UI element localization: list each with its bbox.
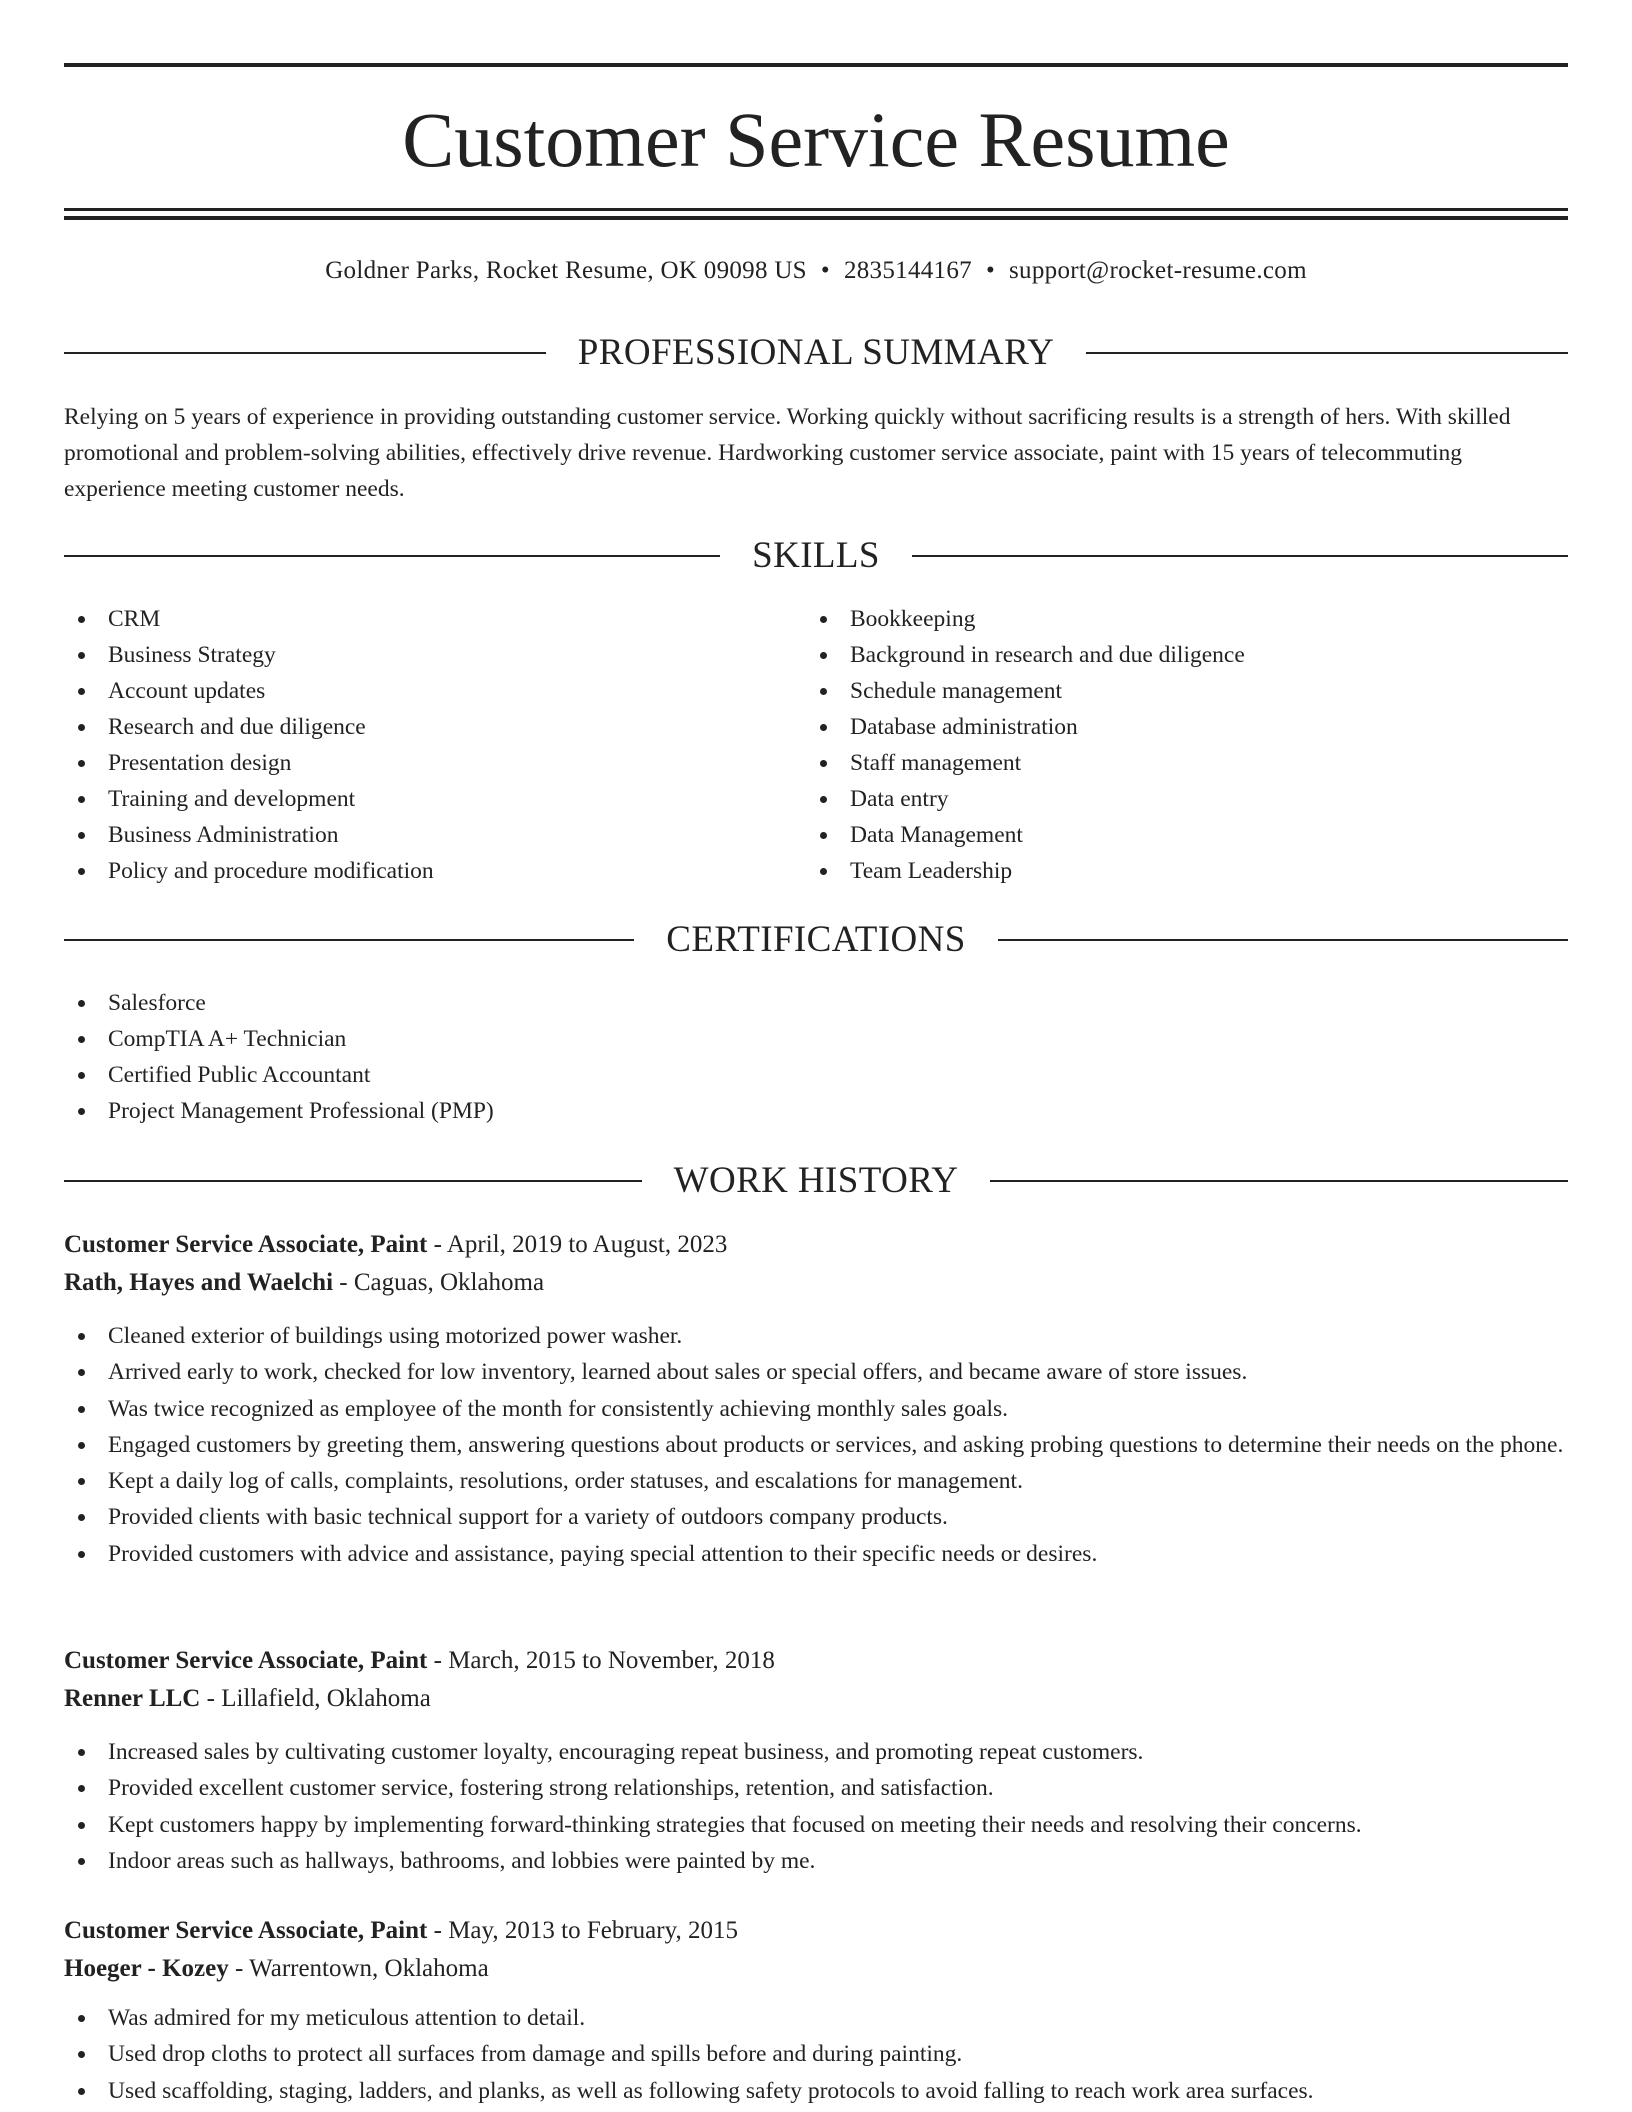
skill-item: Schedule management bbox=[806, 673, 1546, 709]
skills-heading: SKILLS bbox=[752, 535, 880, 576]
contact-separator: • bbox=[820, 257, 830, 284]
heading-rule bbox=[64, 939, 634, 941]
heading-rule bbox=[990, 1180, 1568, 1182]
contact-email: support@rocket-resume.com bbox=[1009, 257, 1307, 284]
skill-item: Background in research and due diligence bbox=[806, 637, 1546, 673]
job-bullet: Was twice recognized as employee of the month for consistently achieving monthly sales goals. bbox=[64, 1391, 1568, 1427]
job-company: Rath, Hayes and Waelchi bbox=[64, 1269, 334, 1296]
job-bullet: Used scaffolding, staging, ladders, and planks, as well as following safety protocols to avoid falling to reach work area surfaces. bbox=[64, 2073, 1568, 2109]
certifications-heading: CERTIFICATIONS bbox=[666, 919, 966, 960]
skill-item: Presentation design bbox=[64, 745, 804, 781]
job-bullet: Indoor areas such as hallways, bathrooms, and lobbies were painted by me. bbox=[64, 1843, 1568, 1879]
skill-item: Staff management bbox=[806, 745, 1546, 781]
skill-item: Database administration bbox=[806, 709, 1546, 745]
heading-rule bbox=[912, 555, 1568, 557]
job-location: Warrentown, Oklahoma bbox=[249, 1955, 489, 1982]
job-bullet: Increased sales by cultivating customer loyalty, encouraging repeat business, and promoting repeat customers. bbox=[64, 1734, 1568, 1770]
job-bullet: Used drop cloths to protect all surfaces from damage and spills before and during painting. bbox=[64, 2036, 1568, 2072]
job-company: Renner LLC bbox=[64, 1685, 201, 1712]
job-bullets bbox=[64, 1318, 1568, 1572]
job-title-line: Customer Service Associate, Paint - May, 2013 to February, 2015 bbox=[64, 1917, 738, 1944]
resume-title: Customer Service Resume bbox=[402, 96, 1230, 183]
contact-address: Goldner Parks, Rocket Resume, OK 09098 US bbox=[325, 257, 807, 284]
work-history-heading: WORK HISTORY bbox=[673, 1160, 959, 1201]
skill-item: Data entry bbox=[806, 781, 1546, 817]
job-company-line: Rath, Hayes and Waelchi - Caguas, Oklahoma bbox=[64, 1269, 545, 1296]
job-bullet: Provided clients with basic technical support for a variety of outdoors company products. bbox=[64, 1499, 1568, 1535]
job-location: Lillafield, Oklahoma bbox=[221, 1685, 431, 1712]
skill-item: Data Management bbox=[806, 817, 1546, 853]
heading-rule bbox=[64, 1180, 642, 1182]
certification-item: Salesforce bbox=[64, 985, 1568, 1021]
skill-item: Policy and procedure modification bbox=[64, 853, 804, 889]
job-title: Customer Service Associate, Paint bbox=[64, 1231, 428, 1258]
job-title-line: Customer Service Associate, Paint - April, 2019 to August, 2023 bbox=[64, 1231, 728, 1258]
job-company-line: Hoeger - Kozey - Warrentown, Oklahoma bbox=[64, 1955, 489, 1982]
skill-item: Account updates bbox=[64, 673, 804, 709]
job-bullet: Cleaned exterior of buildings using motorized power washer. bbox=[64, 1318, 1568, 1354]
heading-rule bbox=[1086, 352, 1568, 354]
job-bullet: Kept a daily log of calls, complaints, resolutions, order statuses, and escalations for management. bbox=[64, 1463, 1568, 1499]
summary-text: Relying on 5 years of experience in providing outstanding customer service. Working quickly without sacrificing results is a strength of hers. With skilled promotional and problem-solving abilities, effectively drive revenue. Hardworking customer service associate, paint with 15 years of telecommuting experience meeting customer needs. bbox=[64, 404, 1511, 502]
job-bullet: Engaged customers by greeting them, answering questions about products or services, and asking probing questions to determine their needs on the phone. bbox=[64, 1427, 1568, 1463]
job-company: Hoeger - Kozey bbox=[64, 1955, 229, 1982]
skill-item: CRM bbox=[64, 601, 804, 637]
certification-item: Certified Public Accountant bbox=[64, 1057, 1568, 1093]
job-entry bbox=[64, 1226, 1568, 1572]
skill-item: Business Administration bbox=[64, 817, 804, 853]
job-dates: May, 2013 to February, 2015 bbox=[448, 1917, 738, 1944]
contact-separator: • bbox=[985, 257, 996, 284]
job-title-line: Customer Service Associate, Paint - March, 2015 to November, 2018 bbox=[64, 1647, 775, 1674]
job-bullets bbox=[64, 1734, 1568, 1879]
job-bullet: Provided excellent customer service, fostering strong relationships, retention, and satisfaction. bbox=[64, 1770, 1568, 1806]
summary-heading: PROFESSIONAL SUMMARY bbox=[577, 332, 1055, 373]
job-bullet: Arrived early to work, checked for low inventory, learned about sales or special offers, and became aware of store issues. bbox=[64, 1354, 1568, 1390]
skill-item: Business Strategy bbox=[64, 637, 804, 673]
job-bullet: Kept customers happy by implementing forward-thinking strategies that focused on meeting their needs and resolving their concerns. bbox=[64, 1807, 1568, 1843]
certification-item: Project Management Professional (PMP) bbox=[64, 1093, 1568, 1129]
certification-item: CompTIA A+ Technician bbox=[64, 1021, 1568, 1057]
skill-item: Research and due diligence bbox=[64, 709, 804, 745]
skill-item: Team Leadership bbox=[806, 853, 1546, 889]
certifications-list bbox=[64, 985, 1568, 1129]
job-title: Customer Service Associate, Paint bbox=[64, 1647, 428, 1674]
skills-list-right bbox=[806, 601, 1546, 889]
title-rule-lower bbox=[64, 216, 1568, 220]
job-dates: March, 2015 to November, 2018 bbox=[448, 1647, 775, 1674]
job-entry bbox=[64, 1642, 1568, 1879]
heading-rule bbox=[64, 352, 546, 354]
section-heading-skills bbox=[64, 534, 1568, 578]
title-rule-upper bbox=[64, 208, 1568, 211]
heading-rule bbox=[64, 555, 720, 557]
job-location: Caguas, Oklahoma bbox=[353, 1269, 545, 1296]
skill-item: Training and development bbox=[64, 781, 804, 817]
section-heading-summary bbox=[64, 331, 1568, 375]
job-company-line: Renner LLC - Lillafield, Oklahoma bbox=[64, 1685, 431, 1712]
job-bullet: Was admired for my meticulous attention to detail. bbox=[64, 2000, 1568, 2036]
contact-line bbox=[64, 255, 1568, 287]
contact-phone: 2835144167 bbox=[843, 257, 972, 284]
section-heading-work-history bbox=[64, 1159, 1568, 1203]
heading-rule bbox=[998, 939, 1568, 941]
skill-item: Bookkeeping bbox=[806, 601, 1546, 637]
job-bullet: Provided customers with advice and assistance, paying special attention to their specific needs or desires. bbox=[64, 1536, 1568, 1572]
job-entry bbox=[64, 1912, 1568, 2109]
skills-list-left bbox=[64, 601, 804, 889]
section-heading-certifications bbox=[64, 918, 1568, 962]
top-rule bbox=[64, 63, 1568, 67]
job-dates: April, 2019 to August, 2023 bbox=[446, 1231, 728, 1258]
job-bullets bbox=[64, 2000, 1568, 2109]
job-title: Customer Service Associate, Paint bbox=[64, 1917, 428, 1944]
